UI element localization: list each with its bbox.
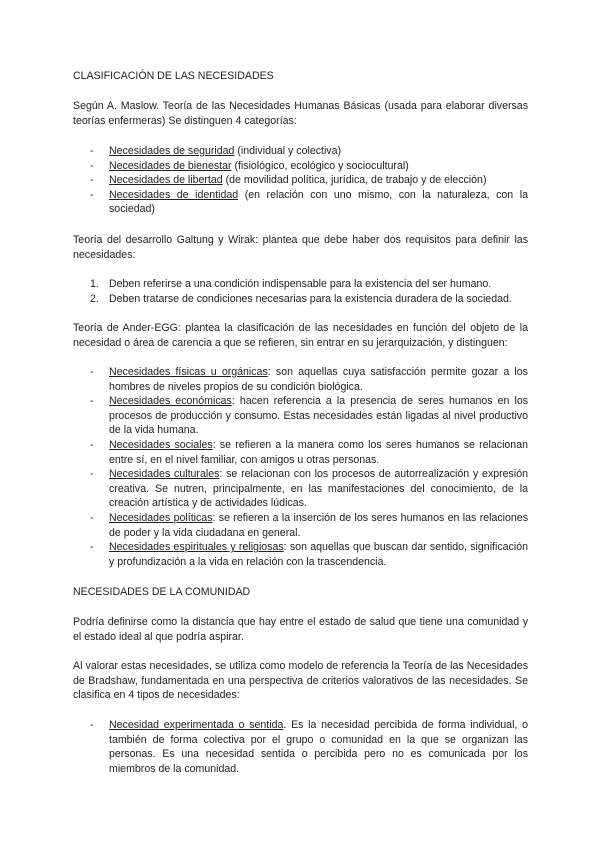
bullet-marker: -	[90, 174, 94, 187]
list-item	[90, 173, 528, 188]
item-text: : se refieren a la inserción de los seres humanos en las relaciones de poder y la vida ciudadana en general.	[109, 511, 528, 539]
list-number: 1.	[90, 278, 99, 290]
list-item	[90, 365, 528, 394]
item-text: : hacen referencia a la presencia de seres humanos en los procesos de producción y consumo. Estas necesidades están ligadas al nivel productivo de la vida humana.	[109, 395, 529, 437]
list-item	[90, 277, 528, 292]
item-text: (fisiológico, ecológico y sociocultural)	[231, 159, 409, 172]
bullet-marker: -	[90, 366, 94, 378]
item-text: (en relación con uno mismo, con la naturaleza, con la sociedad)	[109, 188, 528, 216]
item-term: Necesidades culturales	[109, 468, 220, 481]
bullet-marker: -	[90, 511, 94, 524]
item-term: Necesidades de identidad	[109, 188, 239, 201]
item-term: Necesidad experimentada o sentida	[109, 719, 284, 731]
item-term: Necesidades económicas	[109, 395, 232, 408]
galtung-list	[90, 277, 528, 306]
list-item	[90, 540, 528, 569]
maslow-intro: Según A. Maslow. Teoría de las Necesidades Humanas Básicas (usada para elaborar diversas teorías enfermeras) Se distinguen 4 categorías:	[73, 100, 528, 127]
item-text: Deben referirse a una condición indispensable para la existencia del ser humano.	[109, 278, 492, 290]
list-item	[90, 718, 528, 776]
item-term: Necesidades espirituales y religiosas	[109, 541, 284, 554]
maslow-list	[90, 144, 528, 217]
bradshaw-intro: Al valorar estas necesidades, se utiliza como modelo de referencia la Teoría de las Necesidades de Bradshaw, fundamentada en una perspectiva de criterios valorativos de las necesidades. Se clasifica en 4 tipos de necesidades:	[73, 660, 528, 702]
item-text: (individual y colectiva)	[234, 145, 342, 157]
list-item	[90, 144, 528, 159]
bullet-marker: -	[90, 188, 94, 201]
ander-intro: Teoría de Ander-EGG: plantea la clasificación de las necesidades en función del objeto de la necesidad o área de carencia a que se refieren, sin entrar en su jerarquización, y distinguen:	[73, 322, 528, 349]
list-item	[90, 188, 528, 217]
ander-list	[90, 365, 528, 569]
list-item	[90, 394, 528, 438]
list-item	[90, 511, 528, 540]
list-item	[90, 438, 528, 467]
item-text: (de movilidad política, jurídica, de trabajo y de elección)	[222, 174, 487, 187]
item-term: Necesidades políticas	[109, 511, 213, 524]
list-number: 2.	[90, 292, 99, 305]
bullet-marker: -	[90, 719, 94, 731]
item-text: : son aquellas cuya satisfacción permite gozar a los hombres de niveles propios de su condición biológica.	[109, 366, 528, 393]
galtung-intro: Teoría del desarrollo Galtung y Wirak: plantea que debe haber dos requisitos para definir las necesidades:	[73, 234, 528, 261]
bullet-marker: -	[90, 468, 94, 481]
list-item	[90, 292, 528, 307]
heading-clasificacion: CLASIFICACIÓN DE LAS NECESIDADES	[73, 70, 274, 82]
item-term: Necesidades de libertad	[109, 174, 223, 187]
bullet-marker: -	[90, 159, 94, 172]
comunidad-definition: Podría definirse como la distancia que hay entre el estado de salud que tiene una comunidad y el estado ideal al que podría aspirar.	[73, 616, 528, 643]
heading-comunidad: NECESIDADES DE LA COMUNIDAD	[73, 586, 251, 598]
bradshaw-list	[90, 718, 528, 776]
item-term: Necesidades de bienestar	[109, 159, 232, 172]
item-text: : se refieren a la manera como los seres humanos se relacionan entre sí, en el nivel familiar, con amigos u otras personas.	[109, 438, 528, 466]
bullet-marker: -	[90, 145, 94, 157]
item-text: . Es la necesidad percibida de forma individual, o también de forma colectiva por el grupo o comunidad en la que se organizan las personas. Es una necesidad sentida o percibida pero no es comunicada por los miembros de la comunidad.	[109, 719, 528, 775]
bullet-marker: -	[90, 541, 94, 554]
item-term: Necesidades sociales	[109, 438, 213, 451]
bullet-marker: -	[90, 438, 94, 451]
item-text: Deben tratarse de condiciones necesarias para la existencia duradera de la sociedad.	[109, 292, 512, 305]
item-term: Necesidades físicas u orgánicas	[109, 366, 268, 378]
item-text: : son aquellas que buscan dar sentido, significación y profundización a la vida en relación con la trascendencia.	[109, 541, 528, 568]
list-item	[90, 159, 528, 174]
bullet-marker: -	[90, 395, 94, 408]
list-item	[90, 467, 528, 511]
item-term: Necesidades de seguridad	[109, 145, 235, 157]
item-text: : se relacionan con los procesos de autorrealización y expresión creativa. Se nutren, principalmente, en las manifestaciones del conocimiento, de la creación artística y de actividades lúdicas.	[109, 468, 528, 510]
